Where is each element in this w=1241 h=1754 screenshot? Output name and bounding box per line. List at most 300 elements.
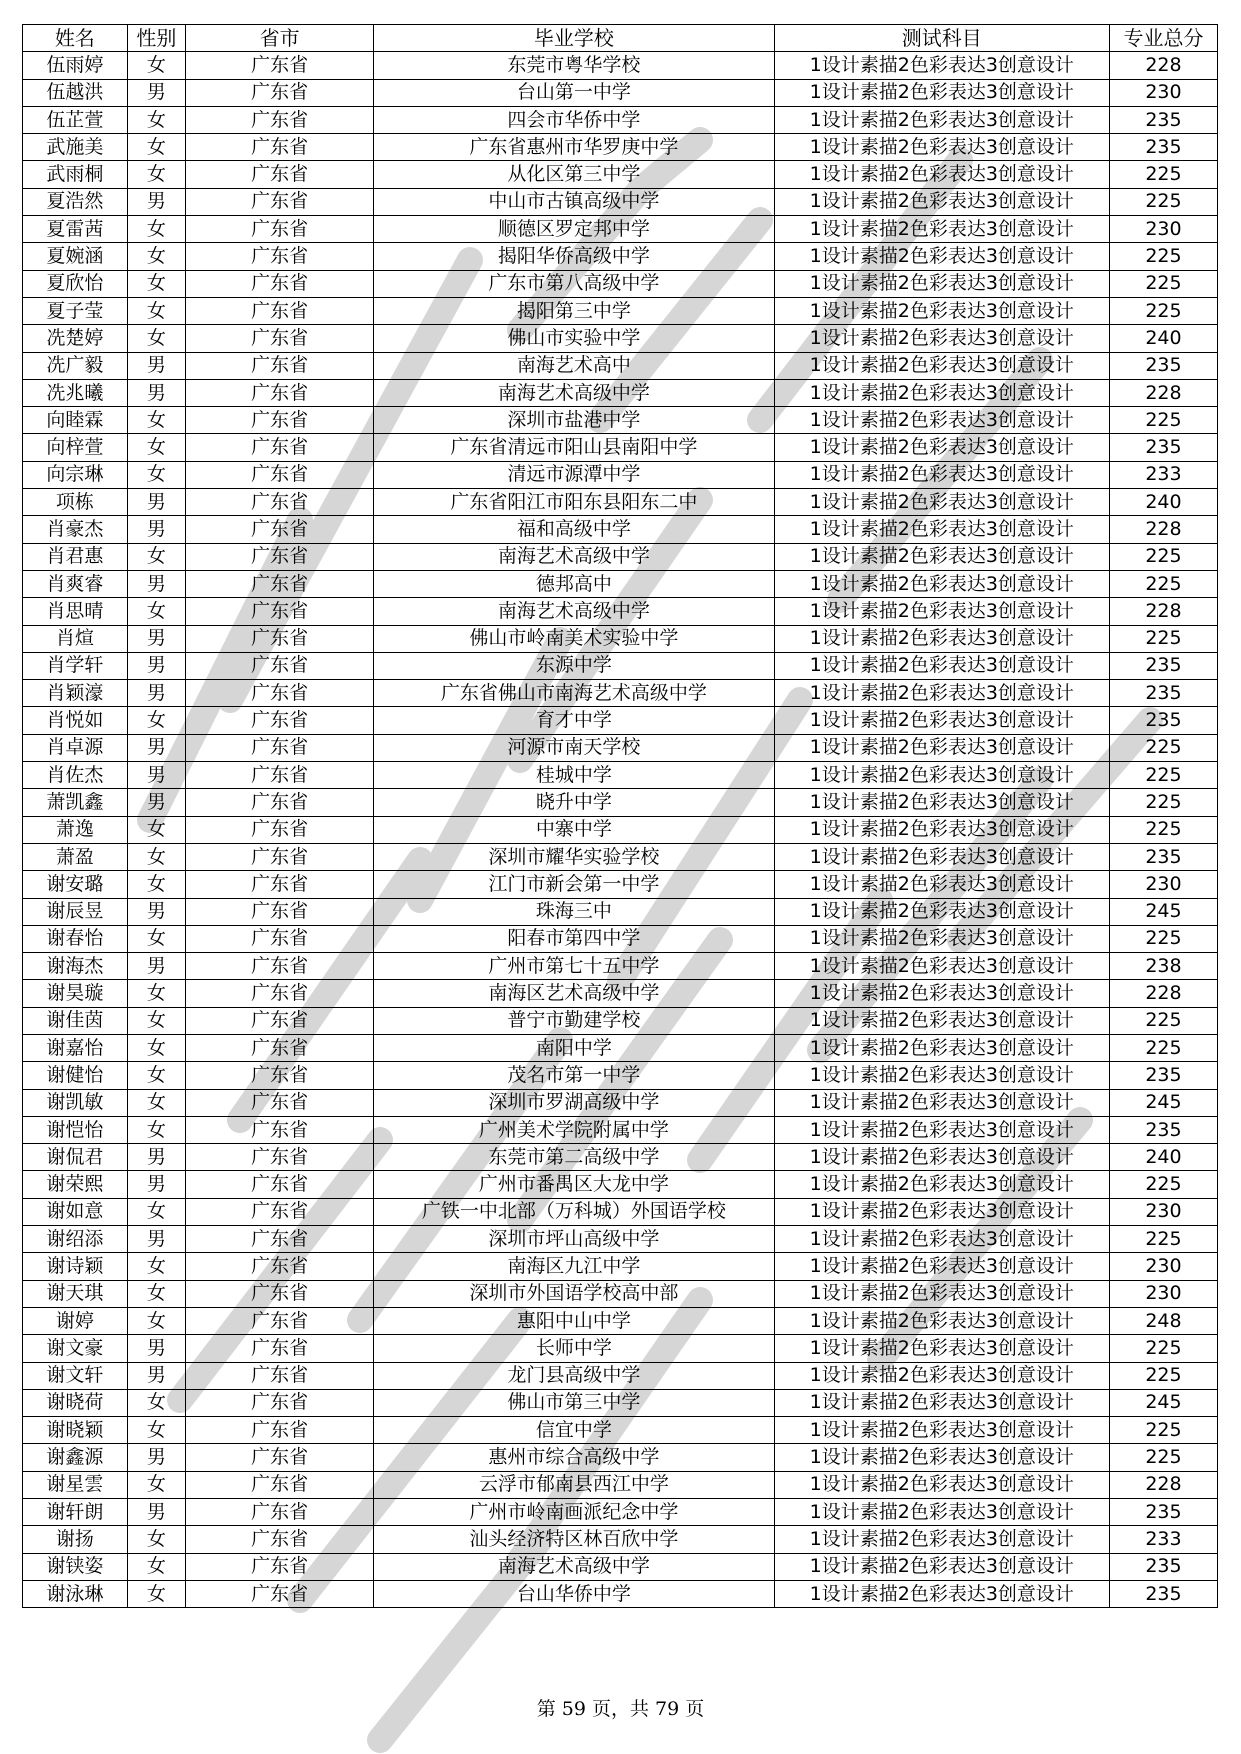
table-row <box>23 1007 1218 1034</box>
table-header-row <box>23 25 1218 52</box>
table-body <box>23 52 1218 1608</box>
cell-province: 广东省 <box>186 707 374 734</box>
cell-province: 广东省 <box>186 379 374 406</box>
cell-subjects: 1设计素描2色彩表达3创意设计 <box>774 789 1109 816</box>
cell-name: 谢健怡 <box>23 1062 128 1089</box>
cell-gender: 女 <box>127 297 186 324</box>
cell-name: 项栋 <box>23 489 128 516</box>
cell-name: 萧逸 <box>23 816 128 843</box>
table-row <box>23 1444 1218 1471</box>
cell-subjects: 1设计素描2色彩表达3创意设计 <box>774 1198 1109 1225</box>
cell-province: 广东省 <box>186 734 374 761</box>
cell-subjects: 1设计素描2色彩表达3创意设计 <box>774 843 1109 870</box>
table-row <box>23 680 1218 707</box>
cell-school: 南海艺术高级中学 <box>374 379 775 406</box>
cell-subjects: 1设计素描2色彩表达3创意设计 <box>774 297 1109 324</box>
cell-name: 冼楚婷 <box>23 325 128 352</box>
cell-total-score: 230 <box>1109 871 1217 898</box>
cell-subjects: 1设计素描2色彩表达3创意设计 <box>774 734 1109 761</box>
table-row <box>23 925 1218 952</box>
cell-total-score: 235 <box>1109 843 1217 870</box>
cell-subjects: 1设计素描2色彩表达3创意设计 <box>774 1307 1109 1334</box>
cell-gender: 女 <box>127 1034 186 1061</box>
table-row <box>23 1198 1218 1225</box>
table-row <box>23 1034 1218 1061</box>
cell-total-score: 225 <box>1109 1171 1217 1198</box>
cell-gender: 男 <box>127 680 186 707</box>
cell-school: 广东省佛山市南海艺术高级中学 <box>374 680 775 707</box>
cell-total-score: 225 <box>1109 407 1217 434</box>
cell-name: 肖学轩 <box>23 652 128 679</box>
cell-subjects: 1设计素描2色彩表达3创意设计 <box>774 52 1109 79</box>
cell-subjects: 1设计素描2色彩表达3创意设计 <box>774 871 1109 898</box>
student-score-table <box>22 24 1218 1608</box>
cell-name: 萧凯鑫 <box>23 789 128 816</box>
cell-gender: 男 <box>127 379 186 406</box>
cell-school: 深圳市耀华实验学校 <box>374 843 775 870</box>
cell-name: 冼广毅 <box>23 352 128 379</box>
cell-total-score: 245 <box>1109 1389 1217 1416</box>
cell-province: 广东省 <box>186 1580 374 1607</box>
cell-total-score: 228 <box>1109 52 1217 79</box>
cell-province: 广东省 <box>186 52 374 79</box>
cell-subjects: 1设计素描2色彩表达3创意设计 <box>774 1417 1109 1444</box>
cell-school: 广东省阳江市阳东县阳东二中 <box>374 489 775 516</box>
cell-province: 广东省 <box>186 270 374 297</box>
cell-school: 广州市番禺区大龙中学 <box>374 1171 775 1198</box>
cell-gender: 男 <box>127 570 186 597</box>
cell-subjects: 1设计素描2色彩表达3创意设计 <box>774 216 1109 243</box>
cell-gender: 女 <box>127 106 186 133</box>
cell-gender: 男 <box>127 898 186 925</box>
table-row <box>23 161 1218 188</box>
cell-subjects: 1设计素描2色彩表达3创意设计 <box>774 1034 1109 1061</box>
cell-subjects: 1设计素描2色彩表达3创意设计 <box>774 161 1109 188</box>
cell-gender: 女 <box>127 843 186 870</box>
cell-total-score: 225 <box>1109 1362 1217 1389</box>
cell-province: 广东省 <box>186 79 374 106</box>
cell-gender: 女 <box>127 980 186 1007</box>
cell-gender: 男 <box>127 1226 186 1253</box>
cell-subjects: 1设计素描2色彩表达3创意设计 <box>774 134 1109 161</box>
cell-subjects: 1设计素描2色彩表达3创意设计 <box>774 1553 1109 1580</box>
cell-total-score: 225 <box>1109 789 1217 816</box>
cell-total-score: 235 <box>1109 1553 1217 1580</box>
cell-name: 谢辰昱 <box>23 898 128 925</box>
cell-gender: 男 <box>127 652 186 679</box>
cell-subjects: 1设计素描2色彩表达3创意设计 <box>774 707 1109 734</box>
cell-province: 广东省 <box>186 161 374 188</box>
cell-school: 广东市第八高级中学 <box>374 270 775 297</box>
cell-subjects: 1设计素描2色彩表达3创意设计 <box>774 1389 1109 1416</box>
cell-gender: 男 <box>127 734 186 761</box>
cell-school: 广铁一中北部（万科城）外国语学校 <box>374 1198 775 1225</box>
cell-school: 阳春市第四中学 <box>374 925 775 952</box>
cell-name: 谢扬 <box>23 1526 128 1553</box>
cell-gender: 女 <box>127 1553 186 1580</box>
cell-school: 深圳市坪山高级中学 <box>374 1226 775 1253</box>
cell-gender: 男 <box>127 79 186 106</box>
cell-name: 肖爽睿 <box>23 570 128 597</box>
table-row <box>23 325 1218 352</box>
cell-province: 广东省 <box>186 1034 374 1061</box>
cell-gender: 女 <box>127 925 186 952</box>
cell-gender: 男 <box>127 1362 186 1389</box>
cell-total-score: 235 <box>1109 434 1217 461</box>
cell-subjects: 1设计素描2色彩表达3创意设计 <box>774 1171 1109 1198</box>
cell-name: 萧盈 <box>23 843 128 870</box>
cell-total-score: 233 <box>1109 461 1217 488</box>
cell-total-score: 225 <box>1109 762 1217 789</box>
cell-gender: 女 <box>127 134 186 161</box>
cell-school: 南海区艺术高级中学 <box>374 980 775 1007</box>
cell-total-score: 225 <box>1109 243 1217 270</box>
cell-school: 南海艺术高级中学 <box>374 598 775 625</box>
cell-province: 广东省 <box>186 1253 374 1280</box>
table-row <box>23 297 1218 324</box>
cell-province: 广东省 <box>186 489 374 516</box>
cell-name: 谢昊璇 <box>23 980 128 1007</box>
cell-province: 广东省 <box>186 243 374 270</box>
cell-total-score: 225 <box>1109 1007 1217 1034</box>
cell-subjects: 1设计素描2色彩表达3创意设计 <box>774 461 1109 488</box>
cell-subjects: 1设计素描2色彩表达3创意设计 <box>774 1335 1109 1362</box>
cell-school: 汕头经济特区林百欣中学 <box>374 1526 775 1553</box>
table-row <box>23 52 1218 79</box>
cell-gender: 女 <box>127 1307 186 1334</box>
cell-province: 广东省 <box>186 980 374 1007</box>
cell-subjects: 1设计素描2色彩表达3创意设计 <box>774 516 1109 543</box>
cell-total-score: 235 <box>1109 1062 1217 1089</box>
table-row <box>23 953 1218 980</box>
table-row <box>23 625 1218 652</box>
cell-school: 广州市岭南画派纪念中学 <box>374 1499 775 1526</box>
cell-name: 夏婉涵 <box>23 243 128 270</box>
cell-gender: 女 <box>127 1580 186 1607</box>
table-row <box>23 843 1218 870</box>
cell-total-score: 235 <box>1109 680 1217 707</box>
cell-province: 广东省 <box>186 762 374 789</box>
cell-subjects: 1设计素描2色彩表达3创意设计 <box>774 1144 1109 1171</box>
cell-gender: 女 <box>127 1526 186 1553</box>
cell-province: 广东省 <box>186 1307 374 1334</box>
cell-subjects: 1设计素描2色彩表达3创意设计 <box>774 953 1109 980</box>
cell-name: 武雨桐 <box>23 161 128 188</box>
cell-total-score: 235 <box>1109 652 1217 679</box>
cell-gender: 女 <box>127 161 186 188</box>
table-row <box>23 816 1218 843</box>
table-row <box>23 434 1218 461</box>
cell-total-score: 235 <box>1109 106 1217 133</box>
table-row <box>23 734 1218 761</box>
cell-school: 南海艺术高级中学 <box>374 543 775 570</box>
cell-subjects: 1设计素描2色彩表达3创意设计 <box>774 1526 1109 1553</box>
col-header-gender: 性别 <box>127 25 186 52</box>
cell-school: 中山市古镇高级中学 <box>374 188 775 215</box>
cell-province: 广东省 <box>186 1471 374 1498</box>
cell-school: 南海区九江中学 <box>374 1253 775 1280</box>
cell-school: 揭阳第三中学 <box>374 297 775 324</box>
cell-name: 武施美 <box>23 134 128 161</box>
cell-total-score: 240 <box>1109 489 1217 516</box>
cell-gender: 男 <box>127 953 186 980</box>
cell-name: 谢文豪 <box>23 1335 128 1362</box>
cell-total-score: 233 <box>1109 1526 1217 1553</box>
cell-subjects: 1设计素描2色彩表达3创意设计 <box>774 1007 1109 1034</box>
cell-total-score: 235 <box>1109 352 1217 379</box>
cell-name: 夏浩然 <box>23 188 128 215</box>
cell-subjects: 1设计素描2色彩表达3创意设计 <box>774 925 1109 952</box>
table-row <box>23 789 1218 816</box>
cell-total-score: 238 <box>1109 953 1217 980</box>
cell-subjects: 1设计素描2色彩表达3创意设计 <box>774 652 1109 679</box>
cell-subjects: 1设计素描2色彩表达3创意设计 <box>774 598 1109 625</box>
cell-gender: 男 <box>127 489 186 516</box>
table-row <box>23 270 1218 297</box>
cell-province: 广东省 <box>186 1526 374 1553</box>
table-row <box>23 79 1218 106</box>
cell-name: 谢铗姿 <box>23 1553 128 1580</box>
cell-subjects: 1设计素描2色彩表达3创意设计 <box>774 79 1109 106</box>
table-row <box>23 1499 1218 1526</box>
cell-school: 普宁市勤建学校 <box>374 1007 775 1034</box>
cell-school: 深圳市外国语学校高中部 <box>374 1280 775 1307</box>
cell-total-score: 225 <box>1109 925 1217 952</box>
cell-school: 龙门县高级中学 <box>374 1362 775 1389</box>
col-header-school: 毕业学校 <box>374 25 775 52</box>
cell-subjects: 1设计素描2色彩表达3创意设计 <box>774 762 1109 789</box>
col-header-name: 姓名 <box>23 25 128 52</box>
cell-province: 广东省 <box>186 871 374 898</box>
table-row <box>23 707 1218 734</box>
table-row <box>23 1580 1218 1607</box>
table-row <box>23 1062 1218 1089</box>
cell-name: 夏欣怡 <box>23 270 128 297</box>
cell-province: 广东省 <box>186 898 374 925</box>
cell-name: 谢佳茵 <box>23 1007 128 1034</box>
cell-name: 谢泳琳 <box>23 1580 128 1607</box>
cell-school: 广东省清远市阳山县南阳中学 <box>374 434 775 461</box>
cell-name: 谢绍添 <box>23 1226 128 1253</box>
cell-subjects: 1设计素描2色彩表达3创意设计 <box>774 816 1109 843</box>
cell-school: 福和高级中学 <box>374 516 775 543</box>
table-row <box>23 980 1218 1007</box>
cell-name: 谢恺怡 <box>23 1116 128 1143</box>
table-row <box>23 1116 1218 1143</box>
cell-school: 广东省惠州市华罗庚中学 <box>374 134 775 161</box>
cell-province: 广东省 <box>186 652 374 679</box>
cell-province: 广东省 <box>186 1389 374 1416</box>
cell-school: 南海艺术高级中学 <box>374 1553 775 1580</box>
cell-school: 晓升中学 <box>374 789 775 816</box>
cell-total-score: 235 <box>1109 134 1217 161</box>
cell-gender: 男 <box>127 762 186 789</box>
cell-school: 顺德区罗定邦中学 <box>374 216 775 243</box>
cell-gender: 女 <box>127 216 186 243</box>
cell-gender: 女 <box>127 325 186 352</box>
cell-school: 佛山市实验中学 <box>374 325 775 352</box>
col-header-subjects: 测试科目 <box>774 25 1109 52</box>
table-row <box>23 1171 1218 1198</box>
cell-gender: 女 <box>127 243 186 270</box>
cell-province: 广东省 <box>186 625 374 652</box>
cell-total-score: 235 <box>1109 1580 1217 1607</box>
cell-total-score: 230 <box>1109 1280 1217 1307</box>
cell-name: 谢文轩 <box>23 1362 128 1389</box>
table-row <box>23 379 1218 406</box>
cell-name: 向梓萱 <box>23 434 128 461</box>
cell-subjects: 1设计素描2色彩表达3创意设计 <box>774 543 1109 570</box>
cell-school: 台山华侨中学 <box>374 1580 775 1607</box>
cell-subjects: 1设计素描2色彩表达3创意设计 <box>774 980 1109 1007</box>
cell-subjects: 1设计素描2色彩表达3创意设计 <box>774 325 1109 352</box>
cell-school: 云浮市郁南县西江中学 <box>374 1471 775 1498</box>
cell-total-score: 235 <box>1109 1499 1217 1526</box>
cell-total-score: 225 <box>1109 270 1217 297</box>
cell-gender: 男 <box>127 352 186 379</box>
cell-total-score: 225 <box>1109 188 1217 215</box>
cell-name: 谢天琪 <box>23 1280 128 1307</box>
cell-name: 谢如意 <box>23 1198 128 1225</box>
cell-total-score: 225 <box>1109 625 1217 652</box>
cell-province: 广东省 <box>186 953 374 980</box>
cell-subjects: 1设计素描2色彩表达3创意设计 <box>774 270 1109 297</box>
cell-province: 广东省 <box>186 1335 374 1362</box>
table-row <box>23 1280 1218 1307</box>
cell-total-score: 240 <box>1109 325 1217 352</box>
cell-province: 广东省 <box>186 407 374 434</box>
table-row <box>23 489 1218 516</box>
cell-school: 育才中学 <box>374 707 775 734</box>
cell-school: 长师中学 <box>374 1335 775 1362</box>
cell-name: 肖君惠 <box>23 543 128 570</box>
cell-gender: 男 <box>127 516 186 543</box>
cell-gender: 女 <box>127 407 186 434</box>
cell-gender: 男 <box>127 1444 186 1471</box>
cell-gender: 男 <box>127 789 186 816</box>
cell-total-score: 228 <box>1109 980 1217 1007</box>
cell-name: 谢婷 <box>23 1307 128 1334</box>
cell-school: 南海艺术高中 <box>374 352 775 379</box>
cell-school: 从化区第三中学 <box>374 161 775 188</box>
col-header-total-score: 专业总分 <box>1109 25 1217 52</box>
cell-gender: 女 <box>127 871 186 898</box>
cell-subjects: 1设计素描2色彩表达3创意设计 <box>774 570 1109 597</box>
table-row <box>23 543 1218 570</box>
cell-school: 东莞市第二高级中学 <box>374 1144 775 1171</box>
table-row <box>23 1471 1218 1498</box>
table-row <box>23 407 1218 434</box>
cell-subjects: 1设计素描2色彩表达3创意设计 <box>774 1253 1109 1280</box>
cell-gender: 女 <box>127 1253 186 1280</box>
cell-province: 广东省 <box>186 1144 374 1171</box>
cell-name: 向睦霖 <box>23 407 128 434</box>
cell-province: 广东省 <box>186 1362 374 1389</box>
cell-school: 清远市源潭中学 <box>374 461 775 488</box>
cell-province: 广东省 <box>186 325 374 352</box>
cell-gender: 男 <box>127 1499 186 1526</box>
cell-school: 揭阳华侨高级中学 <box>374 243 775 270</box>
cell-total-score: 235 <box>1109 707 1217 734</box>
cell-total-score: 228 <box>1109 379 1217 406</box>
cell-gender: 女 <box>127 1389 186 1416</box>
table-row <box>23 516 1218 543</box>
cell-subjects: 1设计素描2色彩表达3创意设计 <box>774 434 1109 461</box>
cell-name: 谢诗颖 <box>23 1253 128 1280</box>
cell-total-score: 225 <box>1109 1417 1217 1444</box>
cell-name: 肖佐杰 <box>23 762 128 789</box>
cell-name: 肖卓源 <box>23 734 128 761</box>
cell-name: 谢春怡 <box>23 925 128 952</box>
table-row <box>23 1389 1218 1416</box>
cell-gender: 女 <box>127 434 186 461</box>
cell-total-score: 245 <box>1109 898 1217 925</box>
cell-province: 广东省 <box>186 1280 374 1307</box>
cell-name: 肖悦如 <box>23 707 128 734</box>
cell-subjects: 1设计素描2色彩表达3创意设计 <box>774 1226 1109 1253</box>
cell-name: 谢星雲 <box>23 1471 128 1498</box>
cell-name: 谢嘉怡 <box>23 1034 128 1061</box>
cell-province: 广东省 <box>186 134 374 161</box>
cell-province: 广东省 <box>186 816 374 843</box>
cell-name: 夏雷茜 <box>23 216 128 243</box>
table-row <box>23 461 1218 488</box>
cell-gender: 女 <box>127 1417 186 1444</box>
cell-province: 广东省 <box>186 461 374 488</box>
cell-province: 广东省 <box>186 216 374 243</box>
cell-subjects: 1设计素描2色彩表达3创意设计 <box>774 1444 1109 1471</box>
cell-province: 广东省 <box>186 1226 374 1253</box>
cell-gender: 女 <box>127 816 186 843</box>
cell-school: 深圳市罗湖高级中学 <box>374 1089 775 1116</box>
cell-province: 广东省 <box>186 543 374 570</box>
cell-school: 南阳中学 <box>374 1034 775 1061</box>
cell-subjects: 1设计素描2色彩表达3创意设计 <box>774 1471 1109 1498</box>
cell-name: 谢鑫源 <box>23 1444 128 1471</box>
cell-subjects: 1设计素描2色彩表达3创意设计 <box>774 243 1109 270</box>
cell-school: 惠阳中山中学 <box>374 1307 775 1334</box>
table-row <box>23 134 1218 161</box>
cell-province: 广东省 <box>186 680 374 707</box>
table-row <box>23 1335 1218 1362</box>
cell-total-score: 225 <box>1109 734 1217 761</box>
cell-gender: 女 <box>127 1089 186 1116</box>
cell-province: 广东省 <box>186 106 374 133</box>
cell-subjects: 1设计素描2色彩表达3创意设计 <box>774 1089 1109 1116</box>
table-row <box>23 1144 1218 1171</box>
cell-subjects: 1设计素描2色彩表达3创意设计 <box>774 489 1109 516</box>
cell-province: 广东省 <box>186 1499 374 1526</box>
cell-gender: 女 <box>127 598 186 625</box>
cell-name: 肖思晴 <box>23 598 128 625</box>
cell-total-score: 228 <box>1109 516 1217 543</box>
cell-province: 广东省 <box>186 843 374 870</box>
cell-name: 谢晓荷 <box>23 1389 128 1416</box>
cell-province: 广东省 <box>186 1007 374 1034</box>
cell-school: 广州市第七十五中学 <box>374 953 775 980</box>
cell-name: 谢晓颖 <box>23 1417 128 1444</box>
cell-subjects: 1设计素描2色彩表达3创意设计 <box>774 1499 1109 1526</box>
cell-province: 广东省 <box>186 1417 374 1444</box>
cell-province: 广东省 <box>186 1089 374 1116</box>
cell-province: 广东省 <box>186 352 374 379</box>
table-row <box>23 1226 1218 1253</box>
table-row <box>23 216 1218 243</box>
cell-gender: 女 <box>127 1062 186 1089</box>
cell-school: 东莞市粤华学校 <box>374 52 775 79</box>
cell-total-score: 245 <box>1109 1089 1217 1116</box>
cell-name: 谢荣熙 <box>23 1171 128 1198</box>
